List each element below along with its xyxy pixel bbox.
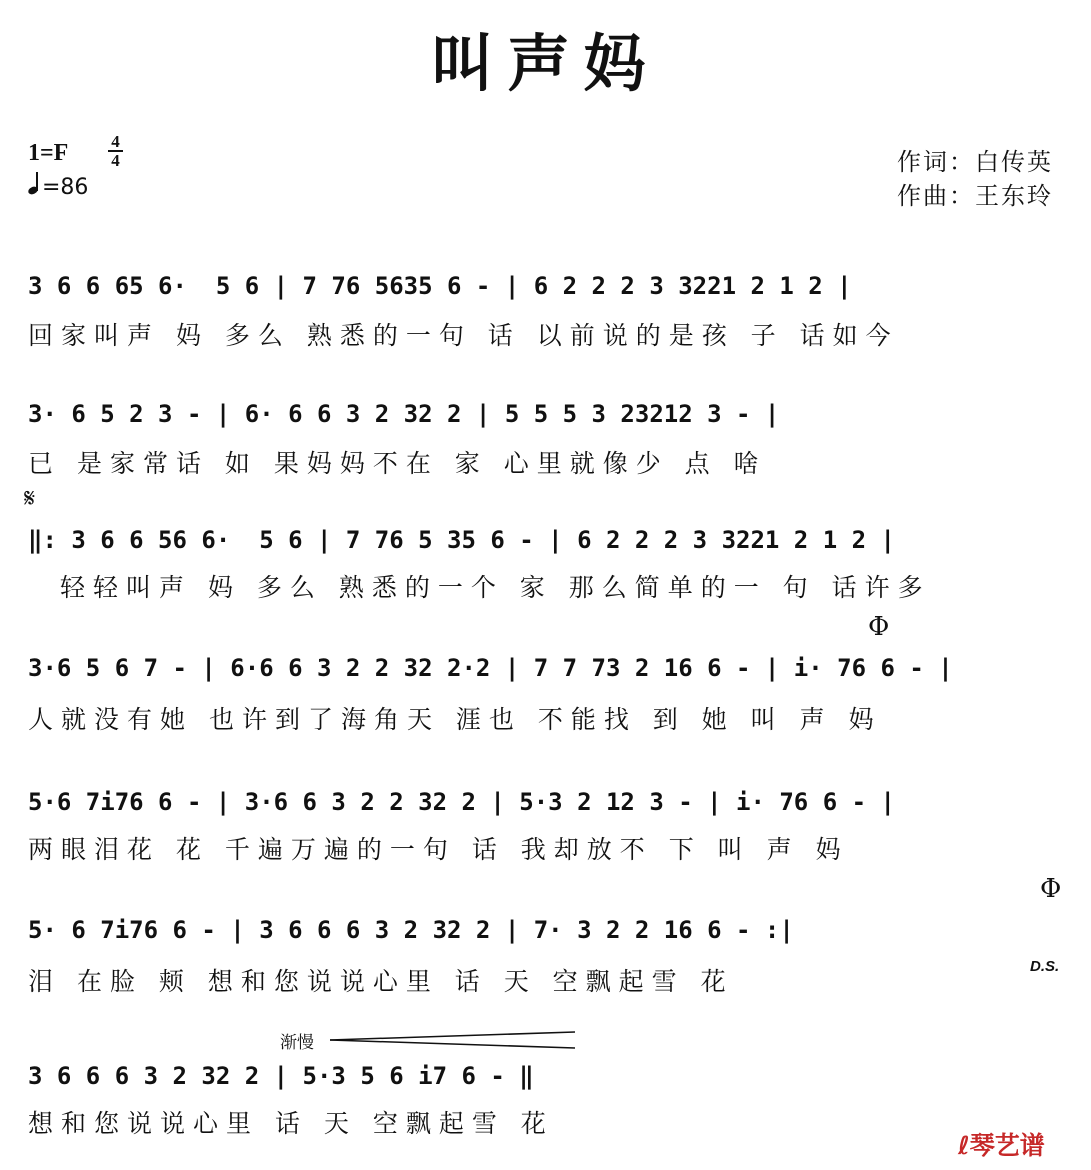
ritardando-hairpin — [330, 1030, 580, 1050]
notation-row-4: 3·6 5 6 7 - | 6·6 6 3 2 2 32 2·2 | 7 7 73 2 16 6 - | i· 76 6 - | — [28, 654, 953, 682]
tempo-value: =86 — [42, 175, 89, 200]
coda-icon: Φ — [1040, 874, 1062, 904]
lyrics-row-1: 回家叫声 妈 多么 熟悉的一句 话 以前说的是孩 子 话如今 — [28, 321, 899, 350]
lyrics-row-2: 已 是家常话 如 果妈妈不在 家 心里就像少 点 啥 — [28, 449, 767, 478]
watermark-logo-icon: ℓ — [958, 1131, 970, 1160]
lyrics-row-7: 想和您说说心里 话 天 空飘起雪 花 — [28, 1109, 554, 1138]
time-signature-top: 4 — [111, 132, 120, 151]
notation-row-1: 3 6 6 65 6· 5 6 | 7 76 5635 6 - | 6 2 2 2 3 3221 2 1 2 | — [28, 272, 852, 300]
ritardando-label: 渐慢 — [280, 1033, 314, 1053]
notation-row-7: 3 6 6 6 3 2 32 2 | 5·3 5 6 i7 6 - ‖ — [28, 1062, 534, 1090]
lyrics-row-6: 泪 在脸 颊 想和您说说心里 话 天 空飘起雪 花 — [28, 967, 734, 996]
quarter-note-icon — [28, 172, 42, 196]
lyrics-row-5: 两眼泪花 花 千遍万遍的一句 话 我却放不 下 叫 声 妈 — [28, 835, 849, 864]
notation-row-6: 5· 6 7i76 6 - | 3 6 6 6 3 2 32 2 | 7· 3 2 2 16 6 - :| — [28, 916, 794, 944]
watermark-text: 琴艺谱 — [969, 1131, 1045, 1160]
notation-row-2: 3· 6 5 2 3 - | 6· 6 6 3 2 32 2 | 5 5 5 3 23212 3 - | — [28, 400, 780, 428]
tempo-marking — [28, 172, 88, 200]
lyrics-row-4: 人就没有她 也许到了海角天 涯也 不能找 到 她 叫 声 妈 — [28, 705, 882, 734]
time-signature-bottom: 4 — [111, 151, 120, 170]
lyricist: 作词：白传英 — [897, 148, 1053, 176]
lyrics-row-3: 轻轻叫声 妈 多么 熟悉的一个 家 那么简单的一 句 话许多 — [60, 573, 931, 602]
segno-icon: 𝄋 — [24, 484, 36, 514]
song-title: 叫声妈 — [431, 27, 660, 100]
key-signature: 1=F — [28, 140, 69, 166]
dal-segno-mark: D.S. — [1030, 958, 1060, 975]
notation-row-5: 5·6 7i76 6 - | 3·6 6 3 2 2 32 2 | 5·3 2 12 3 - | i· 76 6 - | — [28, 788, 895, 816]
time-signature — [108, 134, 123, 168]
composer: 作曲：王东玲 — [897, 182, 1053, 210]
site-watermark — [958, 1126, 1045, 1162]
coda-icon: Φ — [868, 612, 890, 642]
notation-row-3: ‖: 3 6 6 56 6· 5 6 | 7 76 5 35 6 - | 6 2 2 2 3 3221 2 1 2 | — [28, 526, 895, 554]
